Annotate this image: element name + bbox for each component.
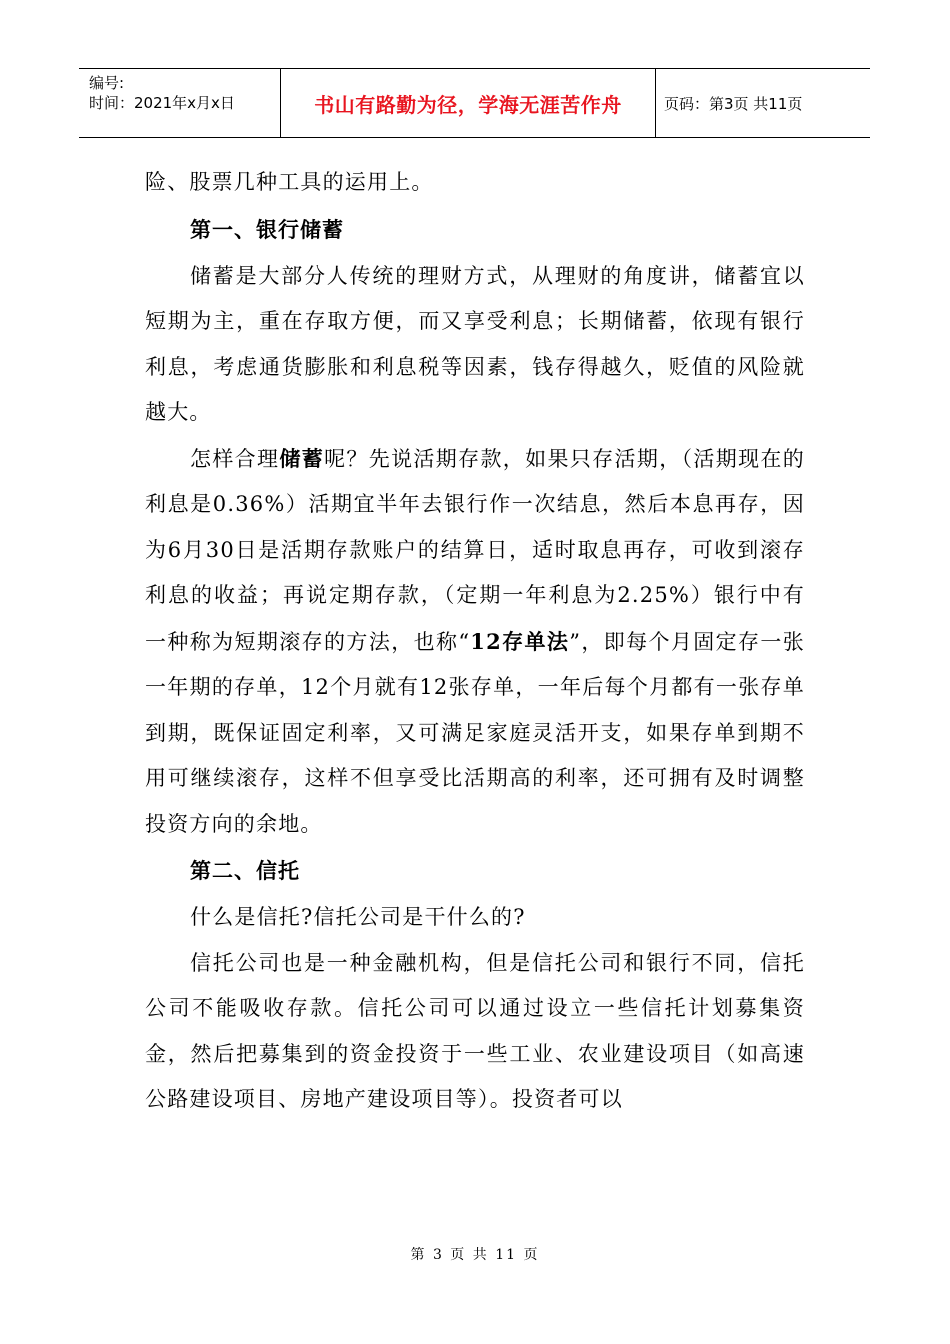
header-page-info: 页码：第3页 共11页 (664, 94, 803, 113)
paragraph-savings-intro: 储蓄是大部分人传统的理财方式，从理财的角度讲，储蓄宜以短期为主，重在存取方便，而又享受利息；长期储蓄，依现有银行利息，考虑通货膨胀和利息税等因素，钱存得越久，贬值的风险就越大。 (145, 263, 805, 424)
document-body (145, 160, 805, 1123)
page-header (79, 68, 870, 138)
text-run: 呢？先说活期存款，如果只存活期，（活期现在的利息是0.36%）活期宜半年去银行作一次结息，然后本息再存，因为6月30日是活期存款账户的结算日，适时取息再存，可收到滚存利息的收益；再说定期存款，（定期一年利息为2.25%）银行中有一种称为短期滚存的方法，也称“ (145, 446, 805, 654)
bold-term-12-deposit-method: 12存单法 (470, 628, 570, 654)
paragraph-continued: 险、股票几种工具的运用上。 (145, 170, 434, 194)
section-heading-bank-savings: 第一、银行储蓄 (190, 217, 344, 242)
header-motto: 书山有路勤为径，学海无涯苦作舟 (281, 69, 656, 137)
paragraph-trust-explanation: 信托公司也是一种金融机构，但是信托公司和银行不同，信托公司不能吸收存款。信托公司可以通过设立一些信托计划募集资金，然后把募集到的资金投资于一些工业、农业建设项目（如高速公路建设项目、房地产建设项目等）。投资者可以 (145, 950, 805, 1111)
header-meta (79, 69, 281, 137)
paragraph-savings-method (145, 436, 805, 848)
text-run: 怎样合理 (190, 446, 280, 471)
text-run: ”，即每个月固定存一张一年期的存单，12个月就有12张存单，一年后每个月都有一张存单到期，既保证固定利率，又可满足家庭灵活开支，如果存单到期不用可继续滚存，这样不但享受比活期高的利率，还可拥有及时调整投资方向的余地。 (145, 629, 805, 836)
doc-number-label: 编号: (89, 74, 125, 92)
paragraph-trust-question: 什么是信托?信托公司是干什么的? (190, 905, 526, 929)
bold-term-savings: 储蓄 (279, 445, 325, 471)
section-heading-trust: 第二、信托 (190, 859, 300, 883)
doc-time-label: 时间：2021年x月x日 (89, 94, 235, 112)
page-footer: 第 3 页 共 11 页 (410, 1247, 540, 1263)
